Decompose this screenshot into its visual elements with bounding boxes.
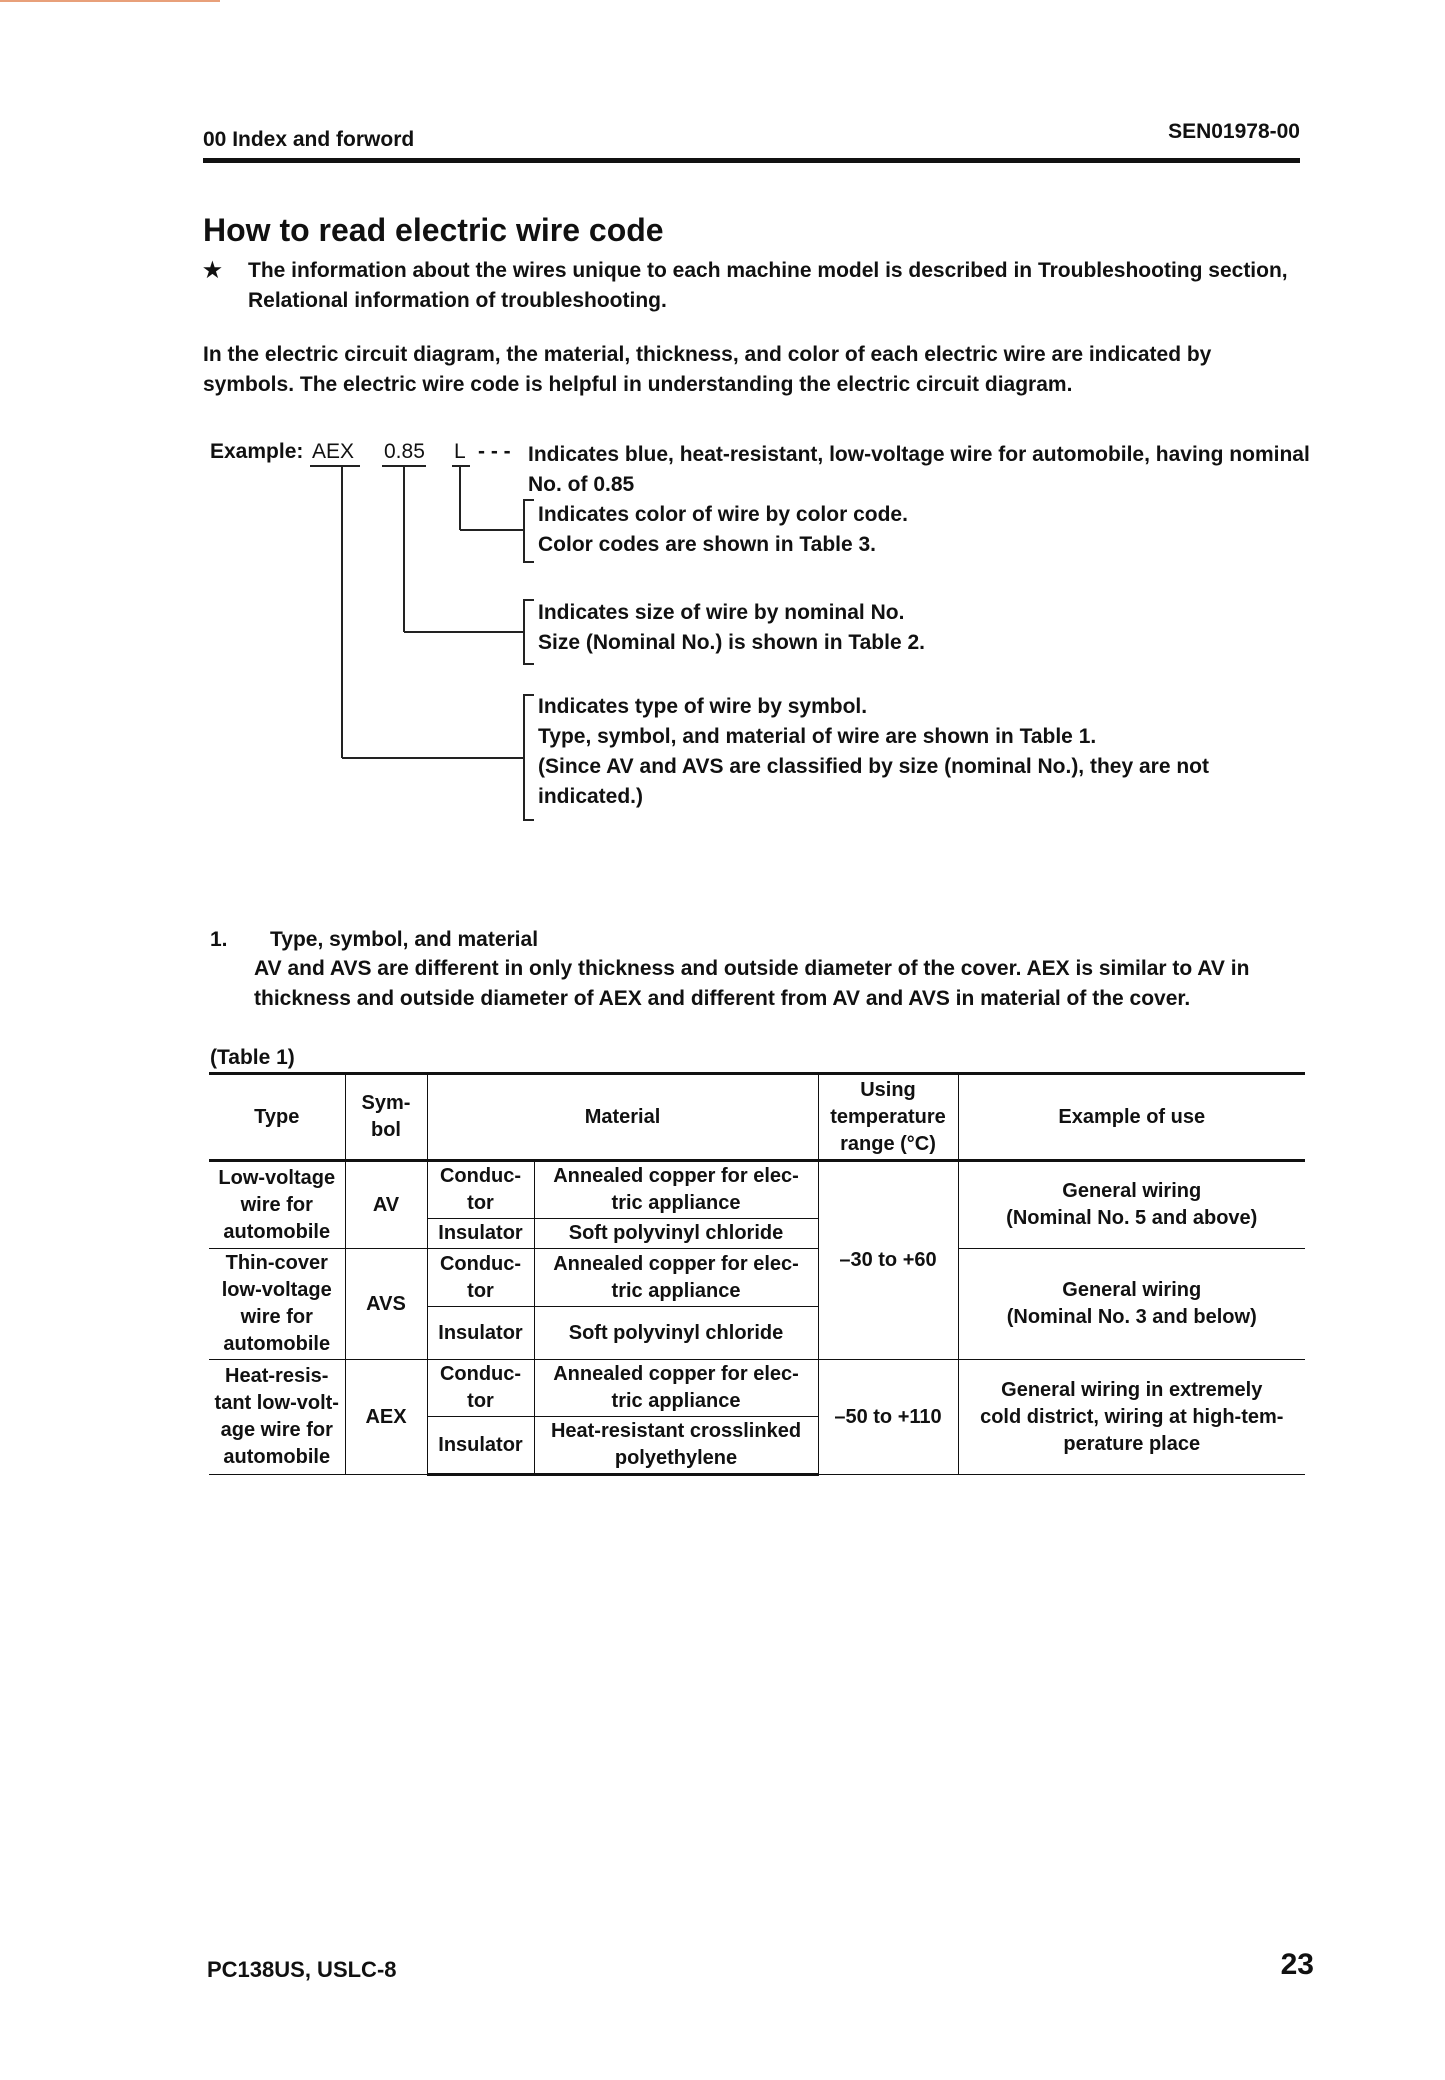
header-type: Type [209,1074,345,1161]
avs-conductor-material: Annealed copper for elec- tric appliance [534,1249,818,1307]
aex-insulator-material: Heat-resistant crosslinked polyethylene [534,1417,818,1475]
table-row [209,1249,1305,1307]
aex-insulator-label: Insulator [427,1417,534,1475]
section-number: 1. [210,928,228,951]
aex-symbol: AEX [345,1360,427,1475]
aex-use: General wiring in extremely cold district, wiring at high-tem- perature place [958,1360,1305,1475]
table-row [209,1161,1305,1219]
avs-symbol: AVS [345,1249,427,1360]
intro-paragraph: In the electric circuit diagram, the material, thickness, and color of each electric wire are indicated by symbols. The electric wire code is helpful in understanding the electric circuit diagram. [203,343,1212,396]
type-bracket [524,695,534,820]
star-icon: ★ [203,259,222,282]
page-title: How to read electric wire code [203,212,664,248]
example-size-code: 0.85 [384,440,425,463]
av-insulator-label: Insulator [427,1219,534,1249]
type-code-explanation: Indicates type of wire by symbol. Type, symbol, and material of wire are shown in Table 1. (Since AV and AVS are classified by size (nominal No.), they are not indicated.) [538,695,1210,808]
aex-type: Heat-resis- tant low-volt- age wire for automobile [209,1360,345,1475]
info-note-text: The information about the wires unique to each machine model is described in Troubleshooting section, Relational information of troubleshooting. [248,259,1288,312]
example-type-code: AEX [312,440,355,463]
scan-edge-mark [0,0,220,2]
aex-temperature: –50 to +110 [818,1360,958,1475]
section-title: Type, symbol, and material [270,928,539,951]
header-material: Material [427,1074,818,1161]
example-dashes: - - - [478,440,511,463]
avs-insulator-label: Insulator [427,1307,534,1360]
avs-insulator-material: Soft polyvinyl chloride [534,1307,818,1360]
header-section-title: 00 Index and forword [203,128,415,151]
av-avs-temperature: –30 to +60 [818,1161,958,1360]
size-bracket [524,600,534,664]
avs-type: Thin-cover low-voltage wire for automobile [209,1249,345,1360]
example-color-code: L [454,440,466,463]
av-use: General wiring (Nominal No. 5 and above) [958,1161,1305,1249]
av-type: Low-voltage wire for automobile [209,1161,345,1249]
aex-conductor-label: Conduc- tor [427,1360,534,1417]
av-insulator-material: Soft polyvinyl chloride [534,1219,818,1249]
header-doc-code: SEN01978-00 [1168,120,1300,143]
header-symbol: Sym- bol [345,1074,427,1161]
info-note [203,256,1303,316]
av-conductor-label: Conduc- tor [427,1161,534,1219]
avs-conductor-label: Conduc- tor [427,1249,534,1307]
page-number: 23 [1280,1948,1314,1981]
footer-model: PC138US, USLC-8 [207,1957,397,1982]
size-code-explanation: Indicates size of wire by nominal No. Size (Nominal No.) is shown in Table 2. [538,601,925,654]
color-bracket [524,500,534,562]
example-label: Example: [210,440,304,463]
header-example-of-use: Example of use [958,1074,1305,1161]
color-code-explanation: Indicates color of wire by color code. Color codes are shown in Table 3. [538,503,908,556]
table-row [209,1360,1305,1417]
aex-conductor-material: Annealed copper for elec- tric appliance [534,1360,818,1417]
avs-use: General wiring (Nominal No. 3 and below) [958,1249,1305,1360]
wire-type-table [209,1072,1305,1476]
example-description: Indicates blue, heat-resistant, low-voltage wire for automobile, having nominal No. of 0.85 [528,443,1310,496]
header-rule [203,158,1300,163]
section-body: AV and AVS are different in only thickness and outside diameter of the cover. AEX is similar to AV in thickness and outside diameter of AEX and different from AV and AVS in material of the cover. [254,957,1250,1010]
av-conductor-material: Annealed copper for elec- tric appliance [534,1161,818,1219]
table-caption: (Table 1) [210,1046,295,1069]
av-symbol: AV [345,1161,427,1249]
header-temperature: Using temperature range (°C) [818,1074,958,1161]
